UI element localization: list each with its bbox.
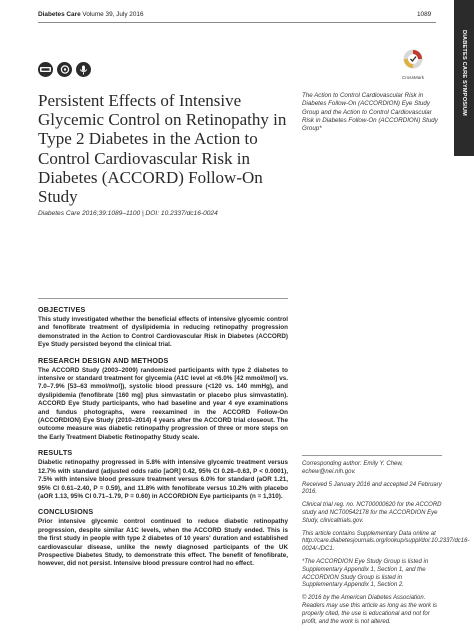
received-date: Received 5 January 2016 and accepted 24 February 2016. xyxy=(302,481,442,496)
article-notes xyxy=(302,455,470,631)
crossmark-icon xyxy=(403,49,423,69)
article-icons xyxy=(38,62,91,77)
design-heading: RESEARCH DESIGN AND METHODS xyxy=(38,355,169,365)
podcast-icon[interactable] xyxy=(76,62,91,77)
corresponding-author: Corresponding author: Emily Y. Chew, echew@nei.nih.gov. xyxy=(302,461,404,475)
clinical-trial-reg: Clinical trial reg. no. NCT00000620 for the ACCORD study and NCT00542178 for the ACCORDION Eye Study, clinicaltrials.gov. xyxy=(302,502,442,524)
header-divider xyxy=(38,22,436,23)
section-side-tab xyxy=(454,0,474,156)
cme-icon[interactable] xyxy=(38,62,53,77)
notes-divider xyxy=(302,455,442,456)
author-group: The Action to Control Cardiovascular Risk in Diabetes Follow-On (ACCORDION) Eye Study Group and the Action to Control Cardiovascular Risk in Diabetes Follow-On (ACCORDION) Study Group* xyxy=(302,92,438,133)
design-text: The ACCORD Study (2003–2009) randomized participants with type 2 diabetes to intensive or standard treatment for glycemia (A1C level at <6.0% [42 mmol/mol] vs. 7.0–7.9% [53–63 mmol/mol]), systolic blood pressure (<120 vs. 140 mmHg), and dyslipidemia (fenofibrate [160 mg] plus simvastatin or placebo plus simvastatin). ACCORD Eye Study participants, who had baseline and year 4 eye examinations and fundus photographs, were reexamined in the ACCORD Follow-On (ACCORDION) Eye Study (2010–2014) 4 years after the ACCORD trial closeout. The outcome measure was diabetic retinopathy progression of three or more steps on the Early Treatment Diabetic Retinopathy Study scale. xyxy=(38,366,288,441)
results-text: Diabetic retinopathy progressed in 5.8% with intensive glycemic treatment versus 12.7% with standard (adjusted odds ratio [aOR] 0.42, 95% CI 0.28–0.63, P < 0.0001), 7.5% with intensive blood pressure treatment versus 6.0% for standard (aOR 1.21, 95% CI 0.61–2.40, P = 0.59), and 11.8% with fenofibrate versus 10.2% with placebo (aOR 1.13, 95% CI 0.71–1.79, P = 0.60) in ACCORDION Eye participants (n = 1,310). xyxy=(38,459,288,500)
abstract xyxy=(38,298,288,575)
article-title: Persistent Effects of Intensive Glycemic Control on Retinopathy in Type 2 Diabetes in the Action to Control Cardiovascular Risk in Diabetes (ACCORD) Follow-On Study xyxy=(38,91,287,207)
slides-icon[interactable] xyxy=(57,62,72,77)
copyright-note: © 2016 by the American Diabetes Association. Readers may use this article as long as the work is properly cited, the use is educational and not for profit, and the work is not altered. xyxy=(302,595,438,625)
abstract-divider xyxy=(38,298,288,299)
objectives-text: This study investigated whether the beneficial effects of intensive glycemic control and fenofibrate treatment of dyslipidemia in reducing retinopathy progression demonstrated in the Action to Control Cardiovascular Risk in Diabetes (ACCORD) Eye Study persisted beyond the clinical trial. xyxy=(38,316,288,349)
article-citation: Diabetes Care 2016;39:1089–1100 | DOI: 10.2337/dc16-0024 xyxy=(38,210,218,217)
crossmark-badge[interactable] xyxy=(401,49,425,80)
side-tab-label: DIABETES CARE SYMPOSIUM xyxy=(461,30,467,117)
crossmark-label: CrossMark xyxy=(401,75,425,80)
conclusions-text: Prior intensive glycemic control continued to reduce diabetic retinopathy progression, despite similar A1C levels, when the ACCORD Study ended. This is the first study in people with type 2 diabetes of 10 years' duration and established cardiovascular disease, unlike the newly diagnosed participants of the UK Prospective Diabetes Study, to demonstrate this effect. The benefit of fenofibrate, however, did not persist. Intensive blood pressure control had no effect. xyxy=(38,518,288,568)
supplementary-link[interactable]: This article contains Supplementary Data online at http://care.diabetesjournals.org/lookup/suppl/doi:10.2337/dc16-0024/-/DC1. xyxy=(302,530,470,553)
journal-name: Diabetes Care xyxy=(38,11,81,18)
running-header xyxy=(38,11,144,18)
results-heading: RESULTS xyxy=(38,448,73,458)
objectives-heading: OBJECTIVES xyxy=(38,305,86,314)
journal-issue: Volume 39, July 2016 xyxy=(82,11,144,18)
conclusions-heading: CONCLUSIONS xyxy=(38,507,94,517)
page-number: 1089 xyxy=(417,11,432,18)
study-group-note: *The ACCORDION Eye Study Group is listed in Supplementary Appendix 1, Section 1, and the ACCORDION Study Group is listed in Supplementary Appendix 1, Section 2. xyxy=(302,558,429,589)
